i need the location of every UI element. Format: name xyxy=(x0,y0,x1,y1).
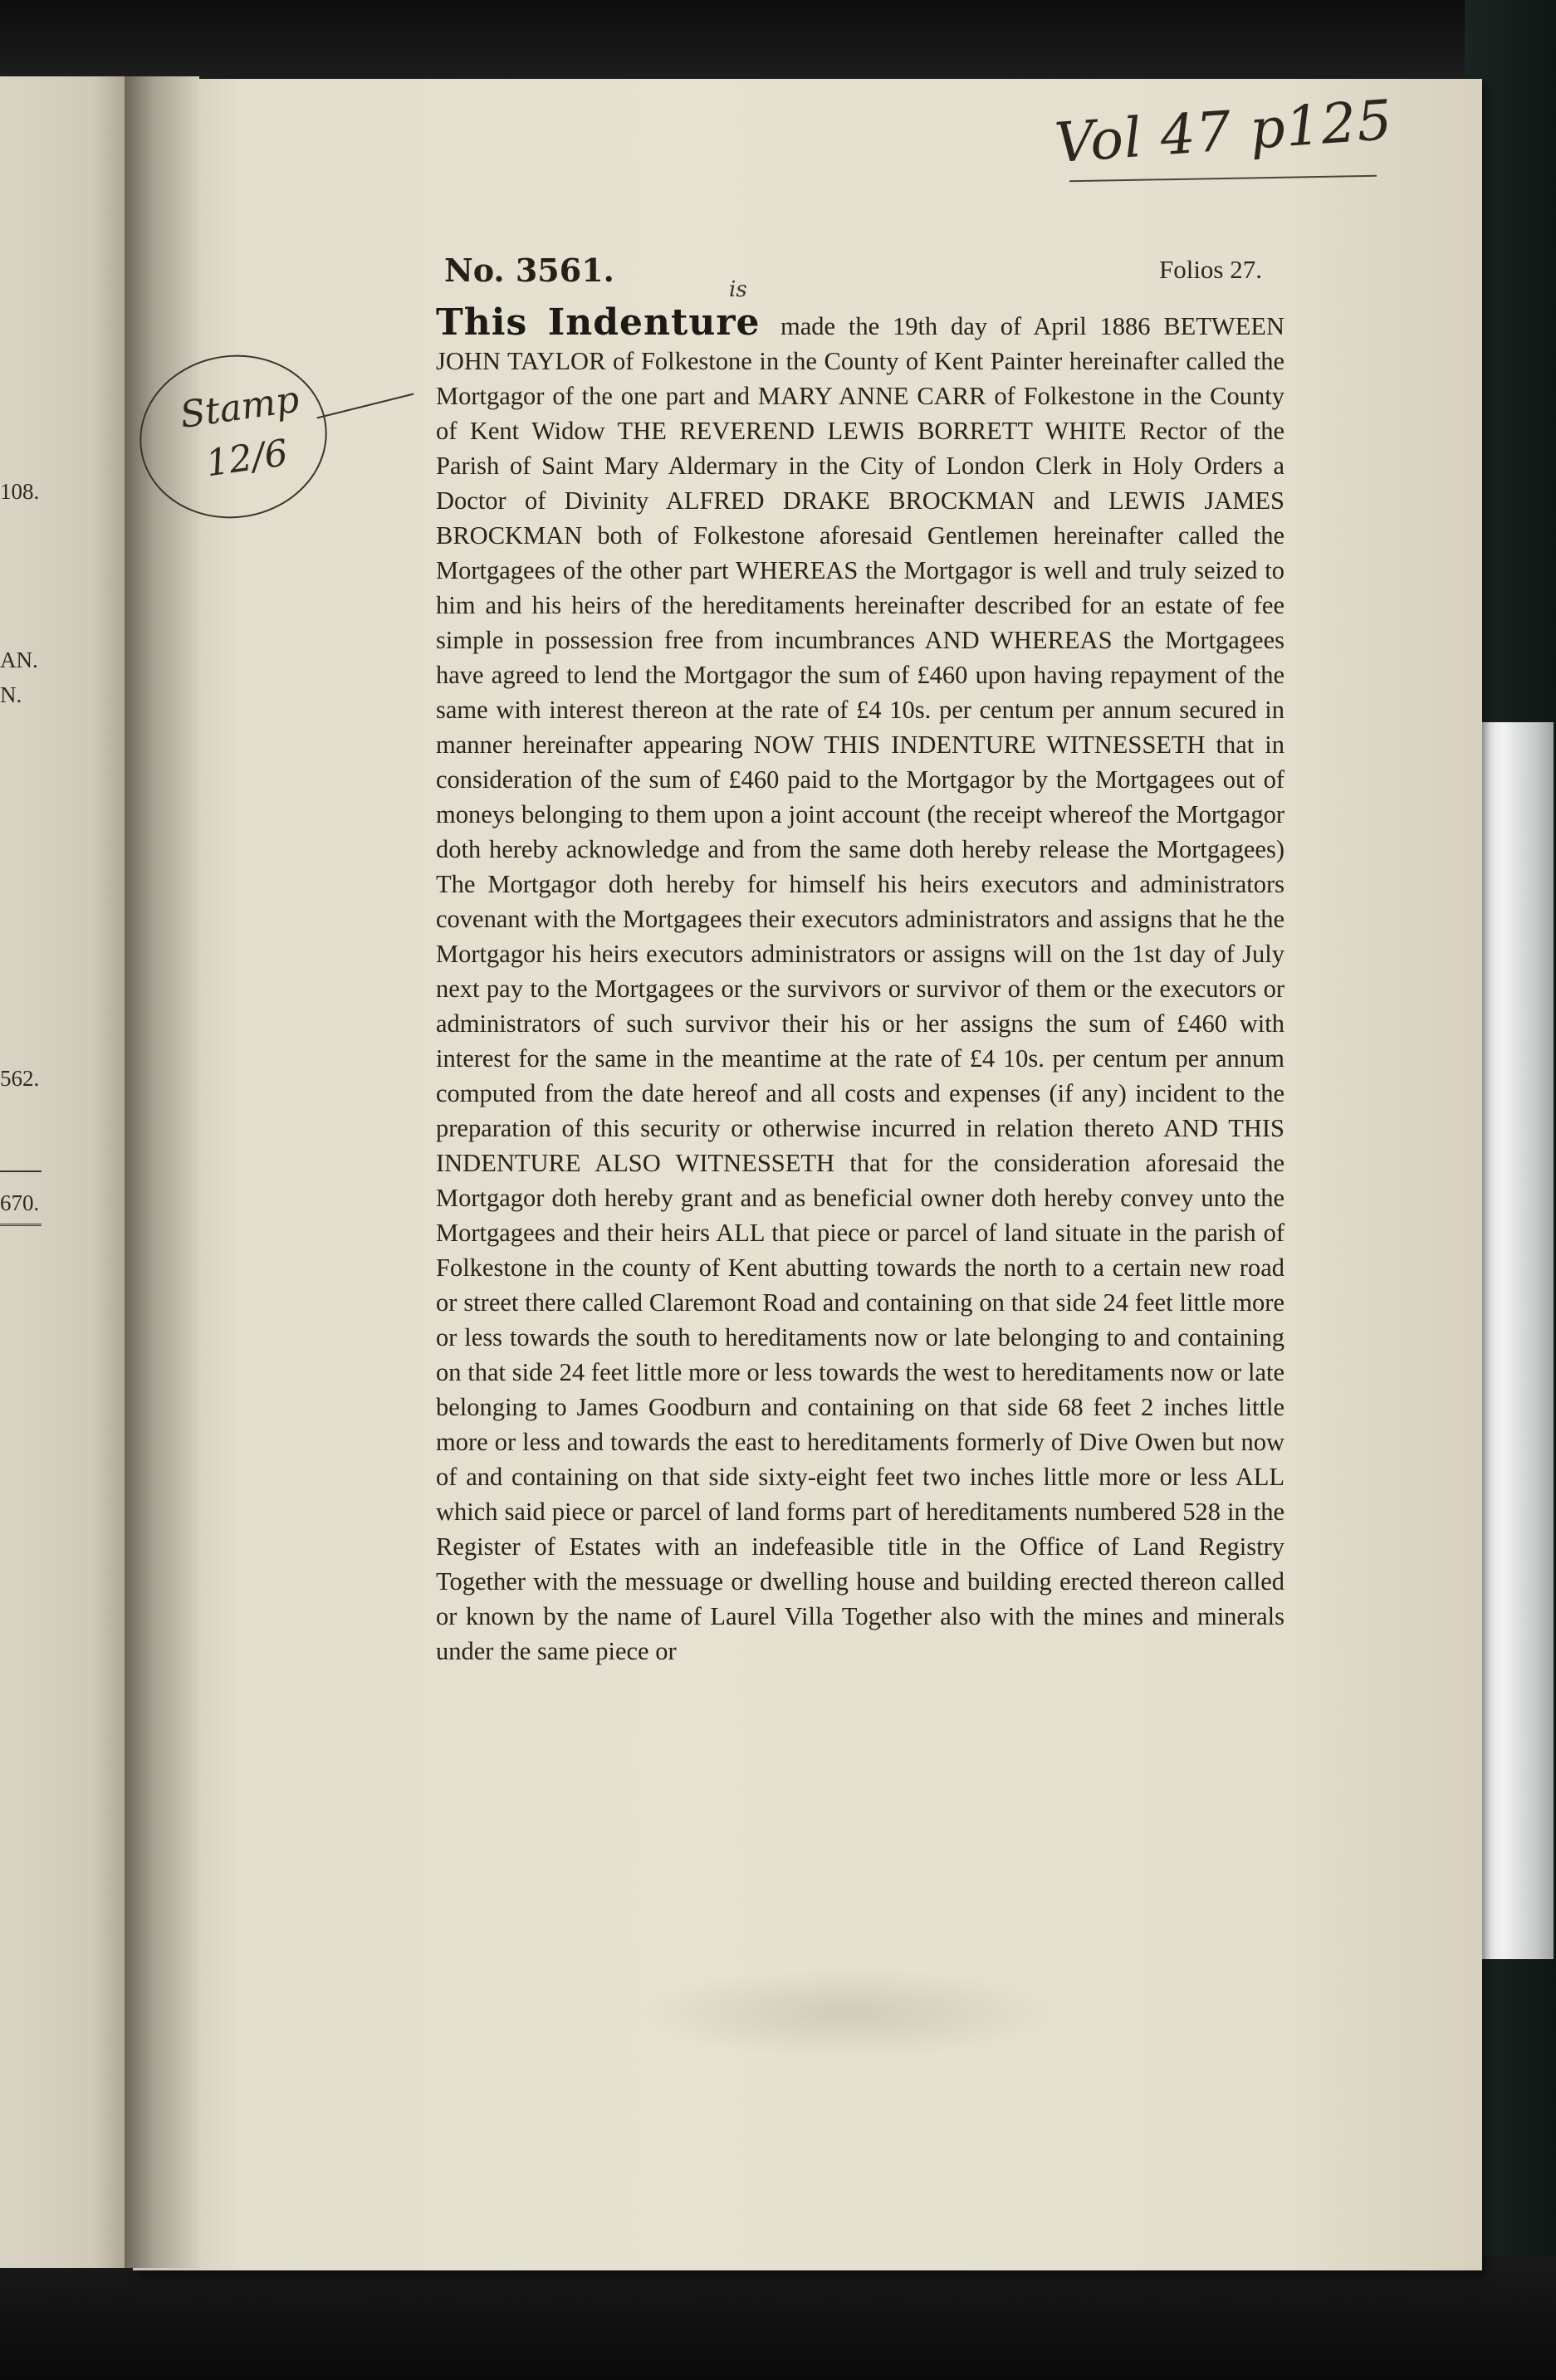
facing-page-double-rule xyxy=(0,1224,42,1226)
stamp-label: Stamp xyxy=(177,378,302,437)
tissue-interleaf xyxy=(1470,722,1554,1959)
stamp-duty-note xyxy=(166,373,320,494)
facing-page-fragment: AN. xyxy=(0,648,38,672)
facing-page-fragment: 108. xyxy=(0,479,40,504)
book-binding-bottom xyxy=(0,2255,1556,2380)
book-binding-top xyxy=(0,0,1556,80)
deed-body-text: made the 19th day of April 1886 BETWEEN JOHN TAYLOR of Folkestone in the County of Kent Painter hereinafter called the Mortgagor of the one part and MARY ANNE CARR of Folkestone in the County of Kent Widow THE REVEREND LEWIS BORRETT WHITE Rector of the Parish of Saint Mary Aldermary in the City of London Clerk in Holy Orders a Doctor of Divinity ALFRED DRAKE BROCKMAN and LEWIS JAMES BROCKMAN both of Folkestone aforesaid Gentlemen hereinafter called the Mortgagees of the other part WHEREAS the Mortgagor is well and truly seized to him and his heirs of the hereditaments hereinafter described for an estate of fee simple in possession free from incumbrances AND WHEREAS the Mortgagees have agreed to lend the Mortgagor the sum of £460 upon having repayment of the same with interest thereon at the rate of £4 10s. per centum per annum secured in manner hereinafter appearing NOW THIS INDENTURE WITNESSETH that in consideration of the sum of £460 paid to the Mortgagor by the Mortgagees out of moneys belonging to them upon a joint account (the receipt whereof the Mortgagor doth hereby acknowledge and from the same doth hereby release the Mortgagees) The Mortgagor doth hereby for himself his heirs executors and administrators covenant with the Mortgagees their executors administrators and assigns that he the Mortgagor his heirs executors administrators or assigns will on the 1st day of July next pay to the Mortgagees or the survivors or survivor of them or the executors or administrators of such survivor their his or her assigns the sum of £460 with interest for the same in the meantime at the rate of £4 10s. per centum per annum computed from the date hereof and all costs and expenses (if any) incident to the preparation of this security or otherwise incurred in relation thereto AND THIS INDENTURE ALSO WITNESSETH that for the consideration aforesaid the Mortgagor doth hereby grant and as beneficial owner doth hereby convey unto the Mortgagees and their heirs ALL that piece or parcel of land situate in the parish of Folkestone in the county of Kent abutting towards the north to a certain new road or street there called Claremont Road and containing on that side 24 feet little more or less towards the south to hereditaments now or late belonging to and containing on that side 24 feet little more or less towards the west to hereditaments now or late belonging to James Goodburn and containing on that side 68 feet 2 inches little more or less and towards the east to hereditaments formerly of Dive Owen but now of and containing on that side sixty-eight feet two inches little more or less ALL which said piece or parcel of land forms part of hereditaments numbered 528 in the Register of Estates with an indefeasible title in the Office of Land Registry Together with the messuage or dwelling house and building erected thereon called or known by the name of Laurel Villa Together also with the mines and minerals under the same piece or xyxy=(436,312,1285,1665)
document-number: No. 3561. xyxy=(444,252,614,289)
folio-count: Folios 27. xyxy=(1158,255,1262,284)
facing-page xyxy=(0,76,135,2268)
handwritten-insertion: is xyxy=(729,277,747,302)
facing-page-fragment: N. xyxy=(0,682,22,707)
paper-stain xyxy=(639,1967,1054,2059)
facing-page-fragment: 670. xyxy=(0,1190,40,1215)
stamp-amount: 12/6 xyxy=(203,432,291,486)
volume-reference-annotation: Vol 47 p125 xyxy=(1052,87,1395,176)
deed-opening-words: This Indenture xyxy=(436,301,781,344)
deed-body xyxy=(436,301,1285,1669)
facing-page-fragment: 562. xyxy=(0,1066,40,1091)
facing-page-rule xyxy=(0,1170,42,1172)
deed-header xyxy=(444,252,1262,293)
